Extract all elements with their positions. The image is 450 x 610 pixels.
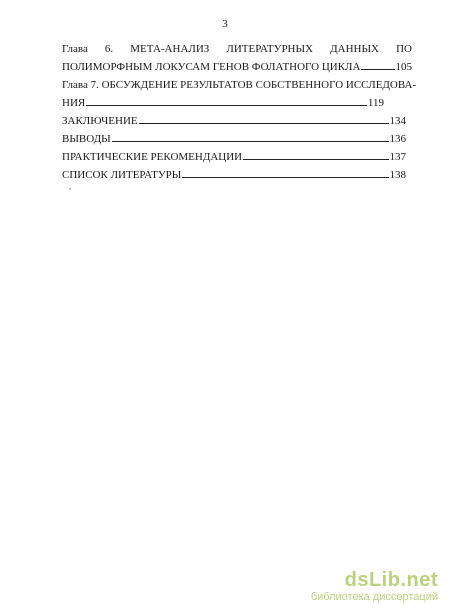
toc-page-number: 119 bbox=[367, 97, 384, 109]
toc-leader-line bbox=[86, 95, 367, 106]
toc-entry-references bbox=[62, 166, 412, 184]
toc-entry-chapter-6-title: Глава 6. МЕТА-АНАЛИЗ ЛИТЕРАТУРНЫХ ДАННЫХ ПО bbox=[62, 43, 412, 55]
toc-leader-line bbox=[182, 167, 388, 178]
toc-entry-chapter-6-line-2 bbox=[62, 58, 412, 76]
toc-leader-line bbox=[361, 59, 394, 70]
toc-leader-line bbox=[139, 113, 389, 124]
toc-leader-line bbox=[112, 131, 389, 142]
toc-entry-recommendations bbox=[62, 148, 412, 166]
toc-entry-chapter-7-line-2 bbox=[62, 94, 412, 112]
toc-entry-conclusion-title: ЗАКЛЮЧЕНИЕ bbox=[62, 115, 138, 127]
page-number: 3 bbox=[222, 18, 228, 30]
toc-entry-chapter-6-title-cont: ПОЛИМОРФНЫМ ЛОКУСАМ ГЕНОВ ФОЛАТНОГО ЦИКЛА bbox=[62, 61, 361, 73]
toc-page-number: 134 bbox=[389, 115, 406, 127]
toc-page-number: 137 bbox=[389, 151, 406, 163]
toc-entry-findings-title: ВЫВОДЫ bbox=[62, 133, 111, 145]
toc-entry-recommendations-title: ПРАКТИЧЕСКИЕ РЕКОМЕНДАЦИИ bbox=[62, 151, 243, 163]
scan-mark: , bbox=[69, 182, 71, 191]
toc-entry-chapter-7-title-cont: НИЯ bbox=[62, 97, 86, 109]
table-of-contents bbox=[62, 40, 417, 184]
toc-entry-findings bbox=[62, 130, 412, 148]
toc-entry-references-title: СПИСОК ЛИТЕРАТУРЫ bbox=[62, 169, 182, 181]
watermark-subtitle: библиотека диссертаций bbox=[310, 591, 438, 603]
watermark-logo: dsLib.net bbox=[344, 569, 438, 591]
toc-leader-line bbox=[243, 149, 388, 160]
toc-entry-chapter-6-line-1 bbox=[62, 40, 412, 58]
toc-entry-chapter-7-title: Глава 7. ОБСУЖДЕНИЕ РЕЗУЛЬТАТОВ СОБСТВЕННОГО ИССЛЕДОВА- bbox=[62, 79, 417, 91]
toc-page-number: 136 bbox=[389, 133, 406, 145]
toc-entry-chapter-7-line-1 bbox=[62, 76, 417, 94]
toc-page-number: 138 bbox=[389, 169, 406, 181]
toc-page-number: 105 bbox=[395, 61, 412, 73]
watermark bbox=[311, 569, 438, 604]
toc-entry-conclusion bbox=[62, 112, 412, 130]
